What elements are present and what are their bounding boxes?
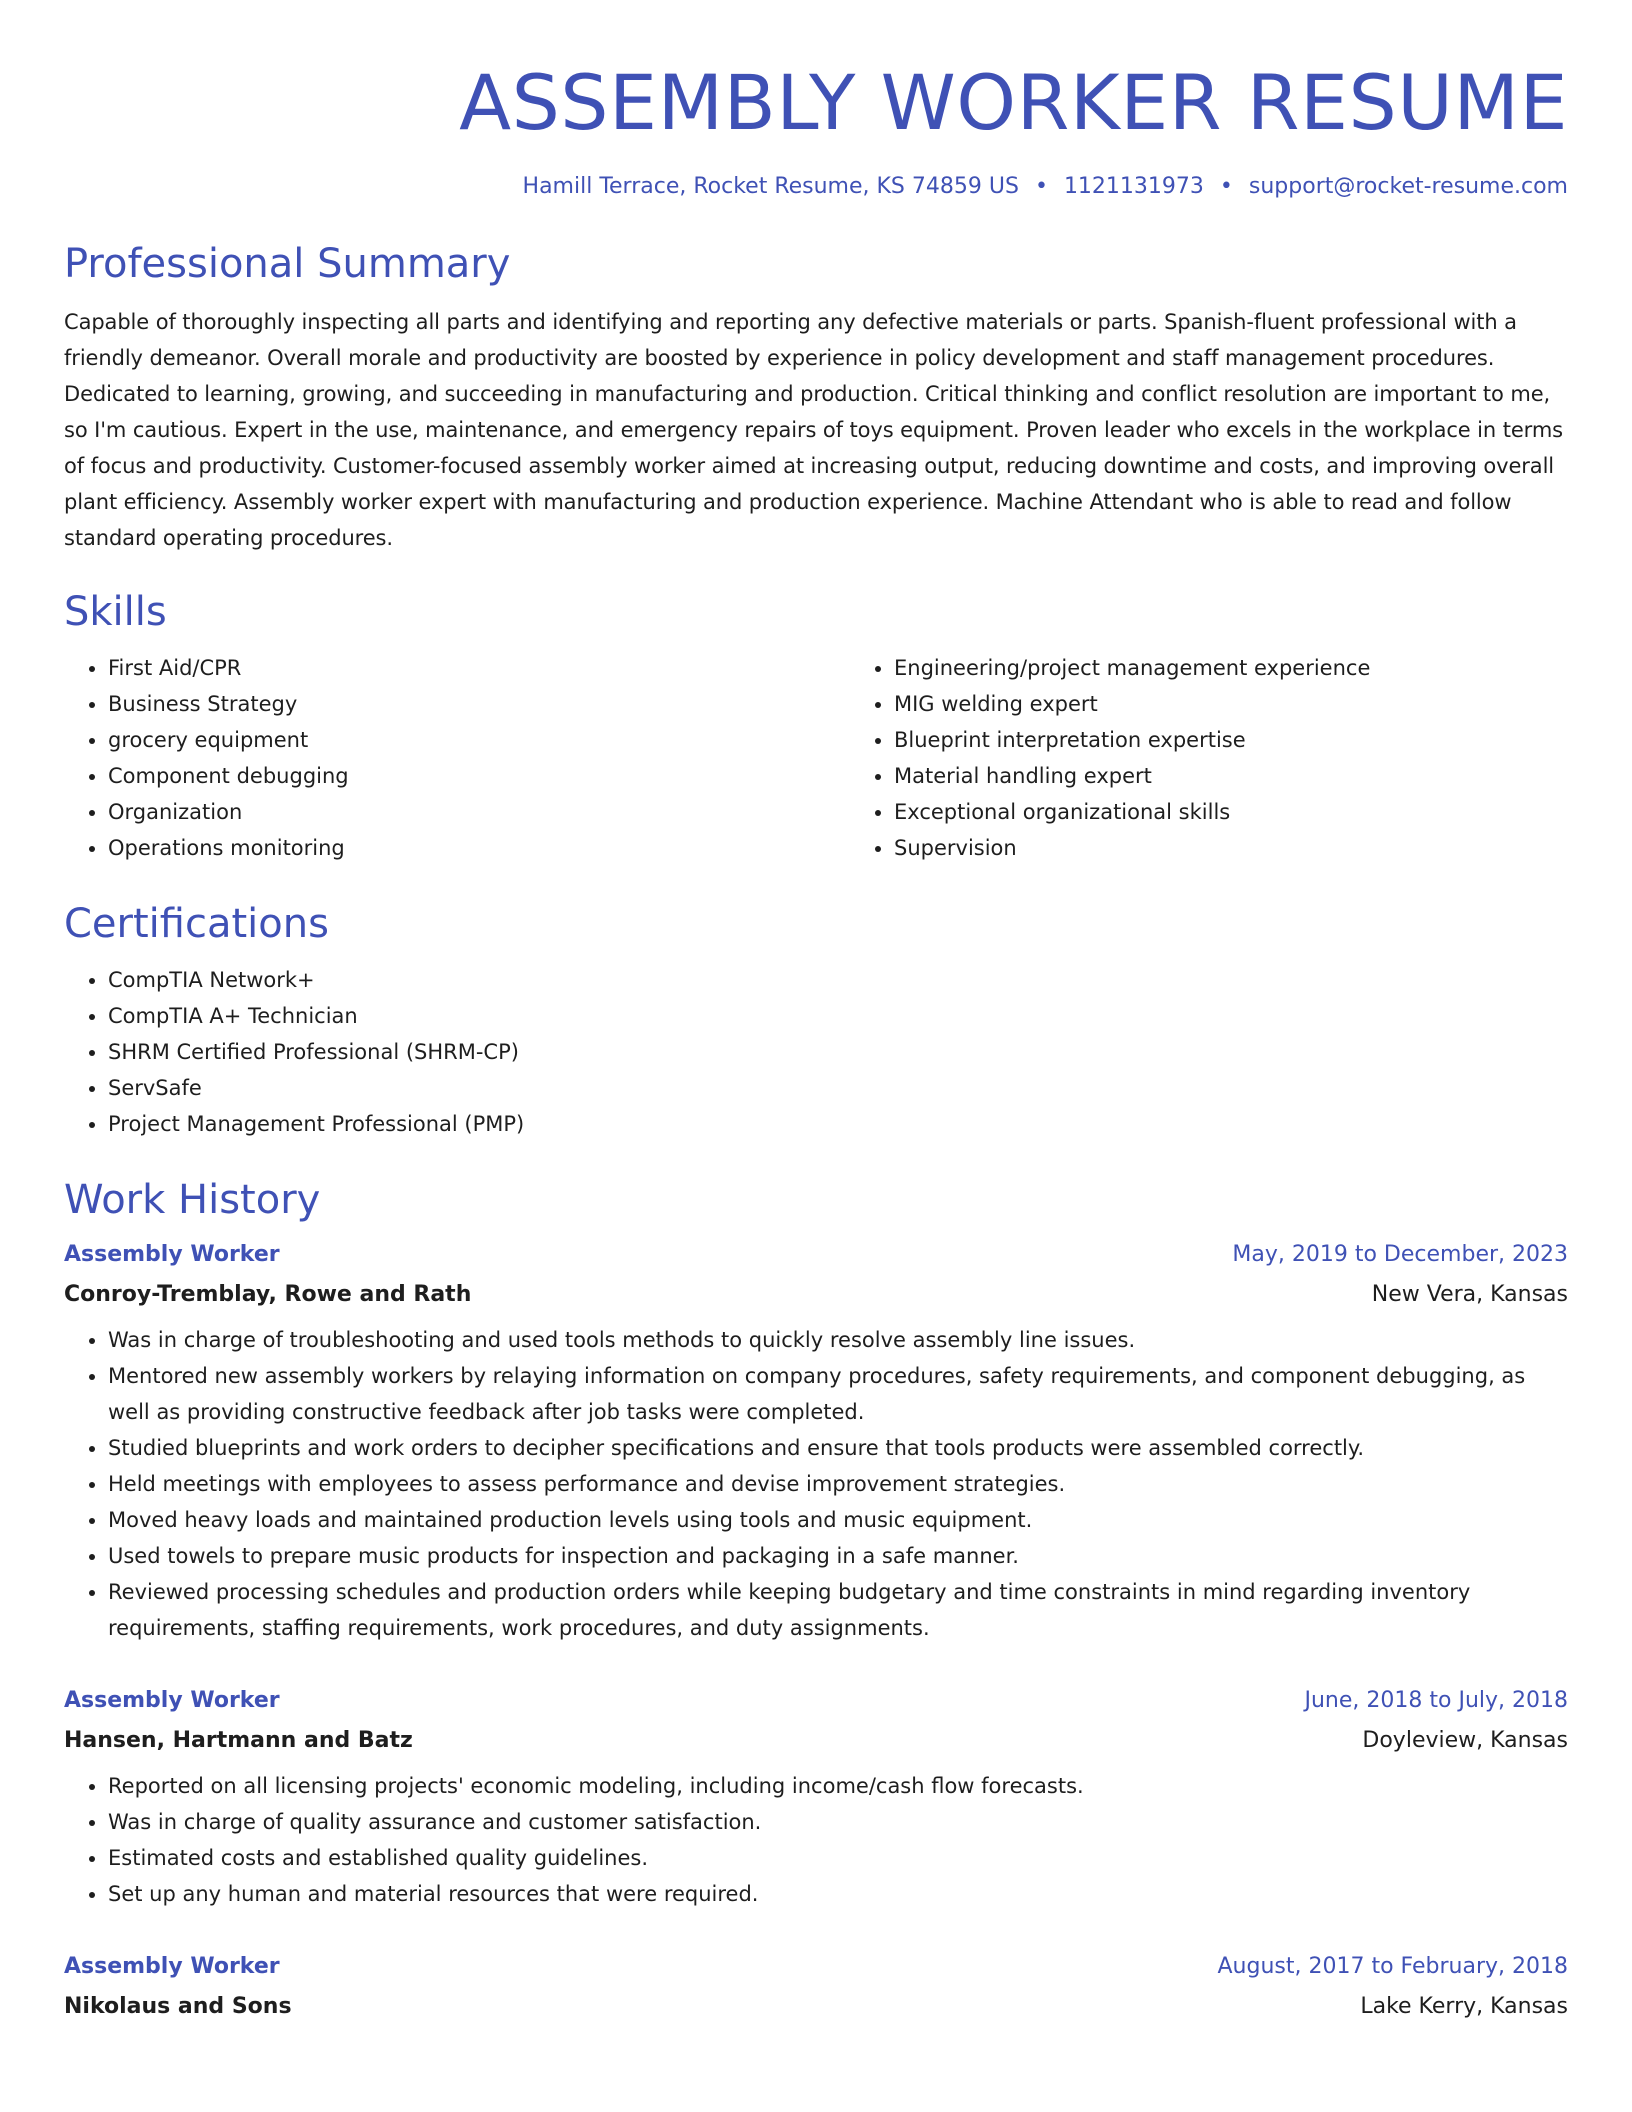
- job-dates: August, 2017 to February, 2018: [1217, 1954, 1568, 1979]
- skill-item: • Exceptional organizational skills: [894, 794, 1632, 830]
- summary-text: Capable of thoroughly inspecting all parts and identifying and reporting any defective materials or parts. Spanish-fluent professional with a friendly demeanor. Overall morale and productivity are boosted by experience in policy development and staff management procedures. Dedicated to learning, growing, and succeeding in manufacturing and production. Critical thinking and conflict resolution are important to me, so I'm cautious. Expert in the use, maintenance, and emergency repairs of toys equipment. Proven leader who excels in the workplace in terms of focus and productivity. Customer-focused assembly worker aimed at increasing output, reducing downtime and costs, and improving overall plant efficiency. Assembly worker expert with manufacturing and production experience. Machine Attendant who is able to read and follow standard operating procedures.: [64, 310, 1564, 550]
- certification-item: • ServSafe: [108, 1070, 1568, 1106]
- skill-item: • Component debugging: [108, 758, 850, 794]
- job-bullet: • Reported on all licensing projects' economic modeling, including income/cash flow forecasts.: [108, 1768, 1568, 1804]
- job-bullets: [64, 1768, 1568, 1912]
- skills-columns: [64, 650, 1568, 866]
- job-header-row: [64, 1240, 1568, 1270]
- job-dates: May, 2019 to December, 2023: [1232, 1242, 1568, 1267]
- contact-phone: 1121131973: [1063, 174, 1204, 199]
- skill-item: • MIG welding expert: [894, 686, 1632, 722]
- skill-item: • Blueprint interpretation expertise: [894, 722, 1632, 758]
- skill-item: • Business Strategy: [108, 686, 850, 722]
- job-location: New Vera, Kansas: [1371, 1282, 1568, 1307]
- job-entry: [64, 1240, 1568, 1646]
- work-history-heading: Work History: [64, 1177, 321, 1223]
- job-company-row: [64, 1716, 1568, 1756]
- job-bullet: • Was in charge of quality assurance and customer satisfaction.: [108, 1804, 1568, 1840]
- resume-title: ASSEMBLY WORKER RESUME: [459, 58, 1568, 147]
- job-bullet: • Was in charge of troubleshooting and used tools methods to quickly resolve assembly line issues.: [108, 1322, 1568, 1358]
- job-bullet: • Held meetings with employees to assess performance and devise improvement strategies.: [108, 1466, 1568, 1502]
- certification-item: • CompTIA Network+: [108, 962, 1568, 998]
- certification-item: • CompTIA A+ Technician: [108, 998, 1568, 1034]
- certification-item: • SHRM Certified Professional (SHRM-CP): [108, 1034, 1568, 1070]
- skill-item: • grocery equipment: [108, 722, 850, 758]
- job-bullet: • Studied blueprints and work orders to decipher specifications and ensure that tools products were assembled correctly.: [108, 1430, 1568, 1466]
- job-bullet: • Mentored new assembly workers by relaying information on company procedures, safety requirements, and component debugging, as well as providing constructive feedback after job tasks were completed.: [108, 1358, 1568, 1430]
- skills-list-right: [850, 650, 1632, 866]
- skills-list-left: [64, 650, 850, 866]
- work-history-section: [64, 1176, 1568, 2022]
- job-entry: [64, 1686, 1568, 1912]
- job-dates: June, 2018 to July, 2018: [1304, 1688, 1568, 1713]
- job-company: Nikolaus and Sons: [64, 1994, 292, 2019]
- skill-item: • First Aid/CPR: [108, 650, 850, 686]
- certifications-section: [64, 900, 1568, 1142]
- job-location: Lake Kerry, Kansas: [1360, 1994, 1568, 2019]
- resume-page: [64, 0, 1568, 2022]
- job-bullet: • Set up any human and material resources that were required.: [108, 1876, 1568, 1912]
- job-title: Assembly Worker: [64, 1242, 280, 1267]
- job-company: Hansen, Hartmann and Batz: [64, 1728, 413, 1753]
- job-bullet: • Estimated costs and established quality guidelines.: [108, 1840, 1568, 1876]
- contact-separator: •: [1219, 174, 1233, 199]
- contact-email: support@rocket-resume.com: [1248, 174, 1568, 199]
- skill-item: • Material handling expert: [894, 758, 1632, 794]
- certifications-heading: Certifications: [64, 901, 329, 947]
- job-bullets: [64, 1322, 1568, 1646]
- summary-section: [64, 240, 1568, 556]
- skill-item: • Operations monitoring: [108, 830, 850, 866]
- job-header-row: [64, 1686, 1568, 1716]
- skills-section: [64, 588, 1568, 866]
- contact-address: Hamill Terrace, Rocket Resume, KS 74859 US: [522, 174, 1019, 199]
- skill-item: • Organization: [108, 794, 850, 830]
- skill-item: • Supervision: [894, 830, 1632, 866]
- job-title: Assembly Worker: [64, 1688, 280, 1713]
- job-bullet: • Moved heavy loads and maintained production levels using tools and music equipment.: [108, 1502, 1568, 1538]
- job-location: Doyleview, Kansas: [1362, 1728, 1568, 1753]
- job-header-row: [64, 1952, 1568, 1982]
- job-entry: [64, 1952, 1568, 2022]
- job-bullet: • Used towels to prepare music products for inspection and packaging in a safe manner.: [108, 1538, 1568, 1574]
- contact-separator: •: [1034, 174, 1048, 199]
- certifications-list: [64, 962, 1568, 1142]
- summary-heading: Professional Summary: [64, 241, 511, 287]
- job-bullet: • Reviewed processing schedules and production orders while keeping budgetary and time constraints in mind regarding inventory requirements, staffing requirements, work procedures, and duty assignments.: [108, 1574, 1568, 1646]
- certification-item: • Project Management Professional (PMP): [108, 1106, 1568, 1142]
- contact-line: [64, 172, 1568, 202]
- skill-item: • Engineering/project management experience: [894, 650, 1632, 686]
- job-company: Conroy-Tremblay, Rowe and Rath: [64, 1282, 472, 1307]
- job-company-row: [64, 1982, 1568, 2022]
- job-company-row: [64, 1270, 1568, 1310]
- job-title: Assembly Worker: [64, 1954, 280, 1979]
- skills-heading: Skills: [64, 589, 167, 635]
